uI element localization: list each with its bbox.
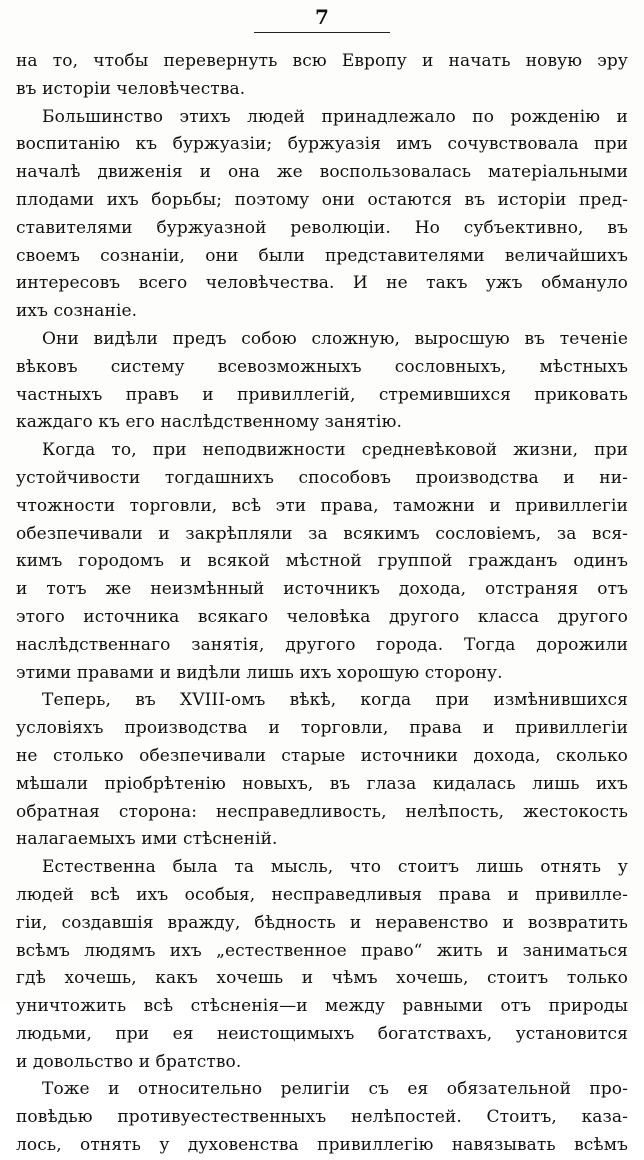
text-line: людей всѣ ихъ особыя, несправедливыя права и привилле- <box>16 884 628 905</box>
paragraph <box>16 687 628 854</box>
text-line: воспитанію къ буржуазіи; буржуазія имъ сочувствовала при <box>16 134 628 155</box>
paragraph <box>16 326 628 437</box>
paragraph <box>16 104 628 326</box>
paragraph <box>16 437 628 687</box>
text-line: лось, отнять у духовенства привиллегію навязывать всѣмъ <box>16 1135 628 1156</box>
text-line: началѣ движенія и она же воспользовалась матеріальными <box>16 162 628 183</box>
text-line: Они видѣли предъ собою сложную, выросшую въ теченіе <box>42 328 628 349</box>
text-line: ставителями буржуазной революціи. Но субъективно, въ <box>16 217 628 238</box>
text-line: кимъ городомъ и всякой мѣстной группой гражданъ одинъ <box>16 551 628 572</box>
text-line: ихъ сознаніе. <box>16 301 138 322</box>
text-line: устойчивости тогдашнихъ способовъ производства и ни- <box>16 467 628 488</box>
text-line: на то, чтобы перевернуть всю Европу и начать новую эру <box>16 51 628 71</box>
text-line: Теперь, въ XVIII-омъ вѣкѣ, когда при измѣнившихся <box>42 690 628 711</box>
text-line: частныхъ правъ и привиллегій, стремившихся приковать <box>16 384 628 405</box>
text-line: мѣшали пріобрѣтенію новыхъ, въ глаза кидалась лишь ихъ <box>16 773 628 794</box>
page-number: 7 <box>315 5 329 29</box>
text-line: интересовъ всего человѣчества. И не такъ ужъ обмануло <box>16 273 628 294</box>
text-line: этими правами и видѣли лишь ихъ хорошую сторону. <box>16 662 503 683</box>
text-line: въ исторіи человѣчества. <box>16 78 246 99</box>
text-line: своемъ сознаніи, они были представителями величайшихъ <box>16 245 628 266</box>
text-line: всѣмъ людямъ ихъ „естественное право“ жить и заниматься <box>16 940 628 961</box>
text-line: чтожности торговли, всѣ эти права, таможни и привиллегіи <box>16 495 628 516</box>
body-text <box>16 48 628 1160</box>
text-line: обезпечивали и закрѣпляли за всякимъ сословіемъ, за вся- <box>16 523 628 544</box>
text-line: налагаемыхъ ими стѣсненій. <box>16 829 278 850</box>
text-line: повѣдью противуестественныхъ нелѣпостей. Стоитъ, каза- <box>16 1107 628 1128</box>
text-line: гіи, создавшія вражду, бѣдность и неравенство и возвратить <box>16 912 628 933</box>
text-line: плодами ихъ борьбы; поэтому они остаются въ исторіи пред- <box>16 189 628 210</box>
paragraph <box>16 48 628 104</box>
text-line: Большинство этихъ людей принадлежало по рожденію и <box>42 106 628 127</box>
text-line: не столько обезпечивали старые источники дохода, сколько <box>16 745 628 766</box>
text-line: обратная сторона: несправедливость, нелѣпость, жестокость <box>16 801 628 822</box>
text-line: этого источника всякаго человѣка другого класса другого <box>16 606 628 627</box>
header-rule <box>254 32 390 33</box>
text-line: Когда то, при неподвижности средневѣковой жизни, при <box>42 440 628 461</box>
text-line: условіяхъ производства и торговли, права и привиллегіи <box>16 718 628 739</box>
text-line: вѣковъ систему всевозможныхъ сословныхъ, мѣстныхъ <box>16 356 628 377</box>
text-line: Тоже и относительно религіи съ ея обязательной про- <box>42 1079 628 1100</box>
paragraph <box>16 854 628 1076</box>
text-line: Естественна была та мысль, что стоитъ лишь отнять у <box>42 857 628 878</box>
text-line: наслѣдственнаго занятія, другого города. Тогда дорожили <box>16 634 628 655</box>
paragraph <box>16 1076 628 1159</box>
text-line: и тотъ же неизмѣнный источникъ дохода, отстраняя отъ <box>16 579 628 600</box>
text-line: людьми, при ея неистощимыхъ богатствахъ, установится <box>16 1023 628 1044</box>
text-line: каждаго къ его наслѣдственному занятію. <box>16 412 402 433</box>
text-line: уничтожить всѣ стѣсненія—и между равными отъ природы <box>16 996 628 1017</box>
text-line: и довольство и братство. <box>16 1051 242 1072</box>
text-line: гдѣ хочешь, какъ хочешь и чѣмъ хочешь, стоитъ только <box>16 968 628 989</box>
